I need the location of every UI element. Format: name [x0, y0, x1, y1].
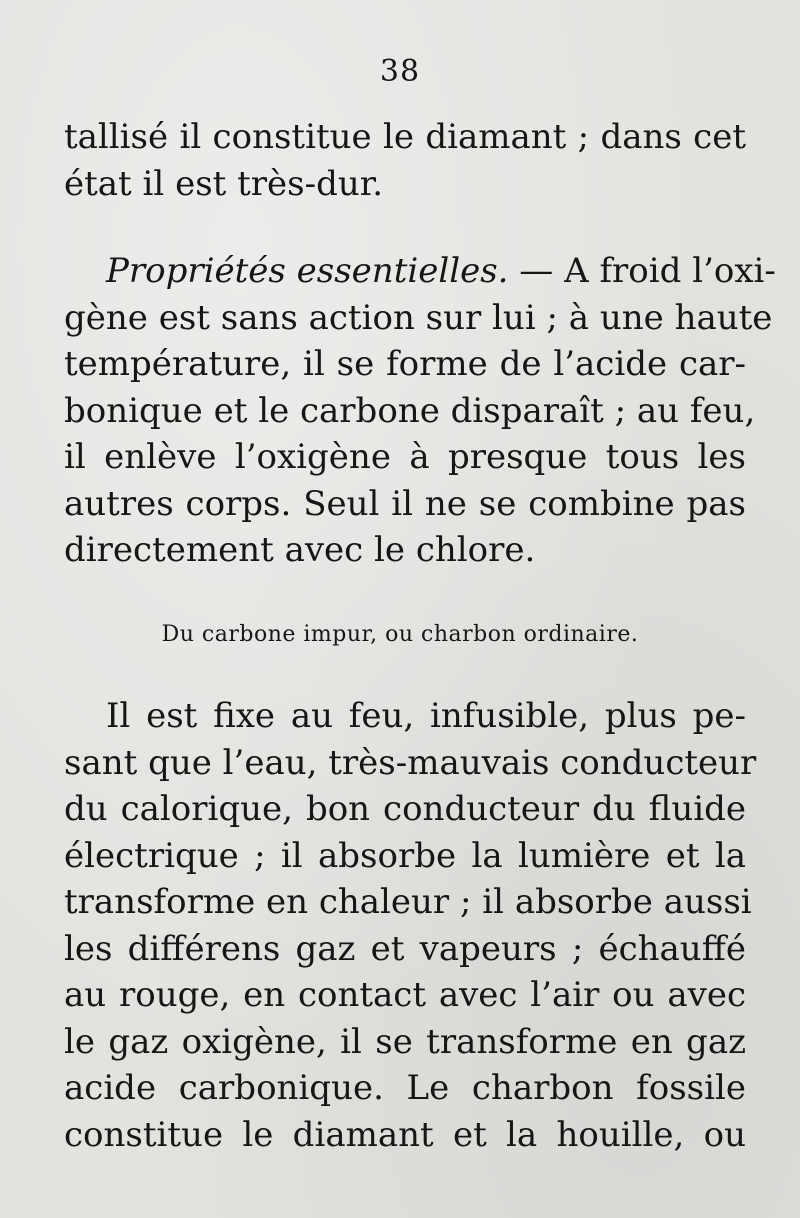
text-line: sant que l’eau, très-mauvais conducteur	[64, 742, 757, 783]
text-line: du calorique, bon conducteur du fluide	[64, 789, 746, 829]
page-number: 38	[379, 54, 421, 89]
text-line: le gaz oxigène, il se transforme en gaz	[64, 1021, 746, 1062]
text-line: autres corps. Seul il ne se combine pas	[64, 483, 746, 524]
text-line: électrique ; il absorbe la lumière et la	[64, 835, 746, 876]
section-heading: Du carbone impur, ou charbon ordinaire.	[161, 622, 639, 647]
italic-lead: Propriétés essentielles.	[106, 251, 509, 291]
text-line-rest: — A froid l’oxi-	[508, 251, 776, 291]
text-line: Il est fixe au feu, infusible, plus pe-	[106, 696, 746, 736]
text-line: gène est sans action sur lui ; à une haute	[64, 297, 773, 338]
text-line: état il est très-dur.	[64, 163, 384, 204]
paragraph-impure-carbon	[64, 693, 757, 1158]
text-line: il enlève l’oxigène à presque tous les	[64, 437, 746, 477]
text-line: au rouge, en contact avec l’air ou avec	[64, 975, 746, 1015]
paragraph-diamond	[64, 114, 746, 207]
paragraph-essential-properties	[64, 248, 776, 574]
text-line: directement avec le chlore.	[64, 530, 536, 570]
text-line: les différens gaz et vapeurs ; échauffé	[64, 928, 746, 969]
text-line: tallisé il constitue le diamant ; dans cet	[64, 117, 746, 157]
text-line	[64, 248, 776, 295]
text-line: constitue le diamant et la houille, ou	[64, 1114, 746, 1155]
text-line: température, il se forme de l’acide car-	[64, 344, 746, 384]
text-line: bonique et le carbone disparaît ; au feu,	[64, 390, 756, 431]
text-line: acide carbonique. Le charbon fossile	[64, 1068, 746, 1108]
text-line: transforme en chaleur ; il absorbe aussi	[64, 882, 752, 922]
